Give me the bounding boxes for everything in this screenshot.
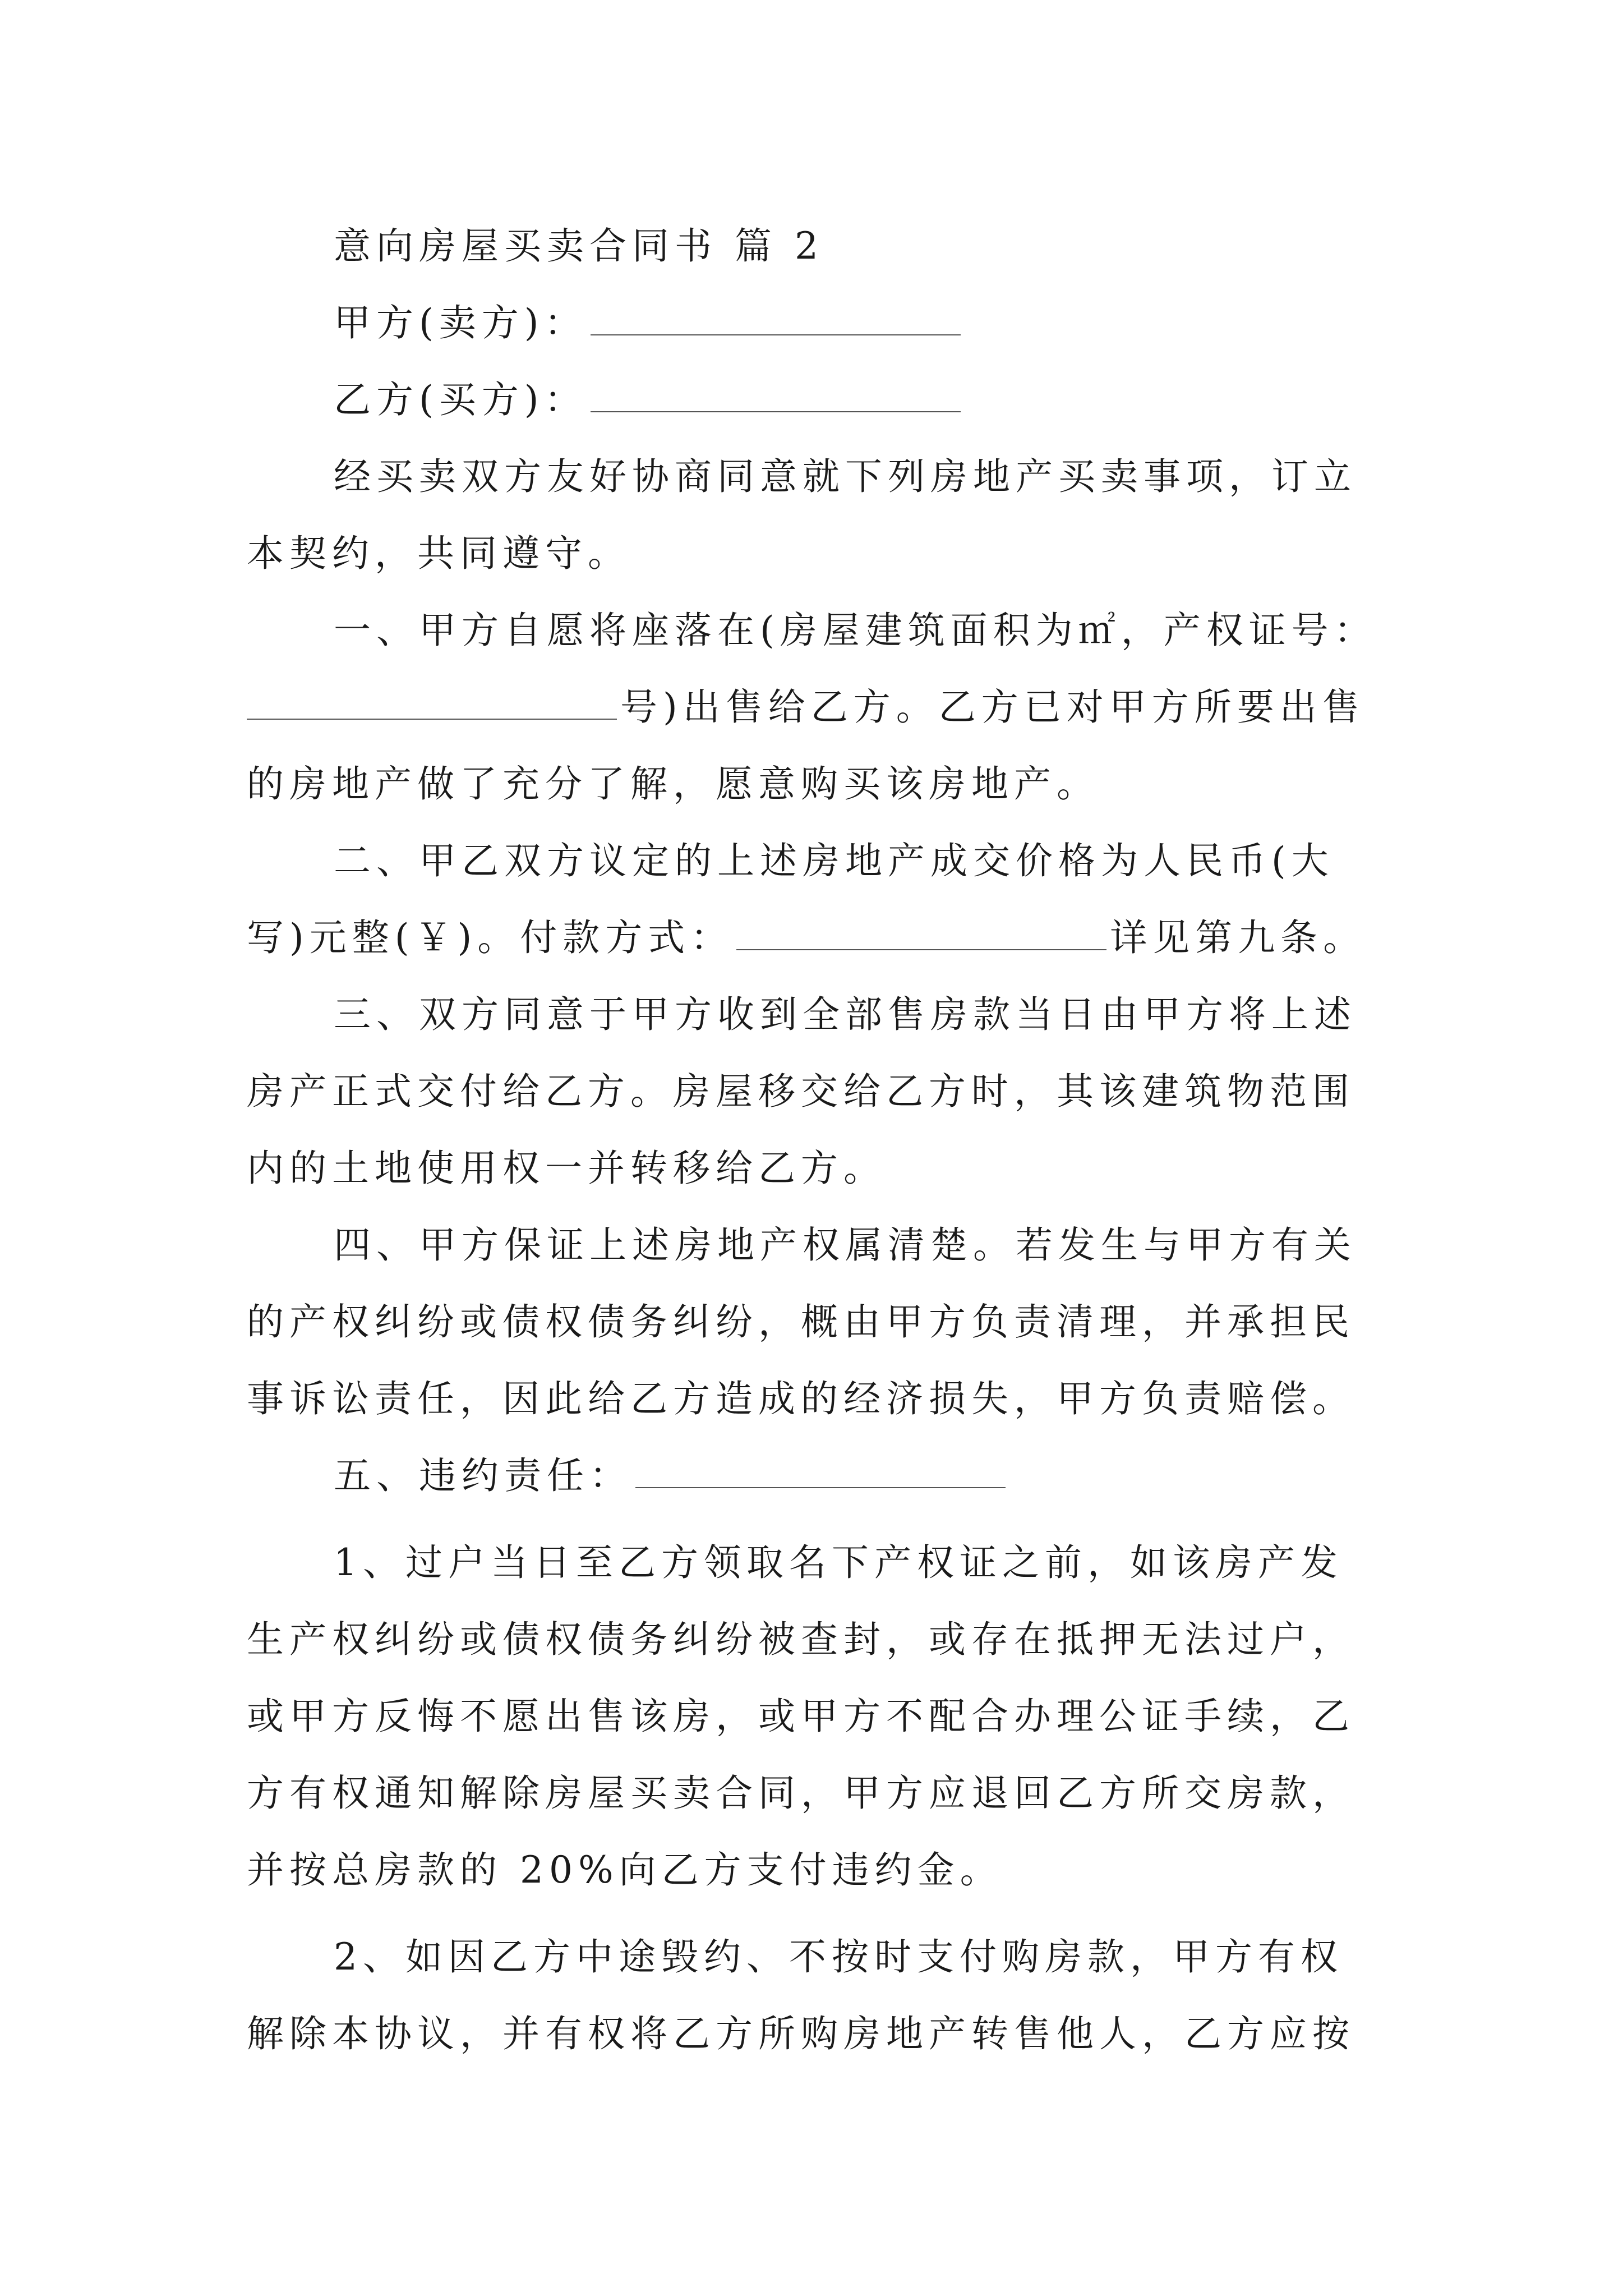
party-b-blank — [591, 380, 961, 412]
clause-3-line-2: 房产正式交付给乙方。房屋移交给乙方时，其该建筑物范围 — [247, 1070, 1355, 1113]
clause-1-line-3: 的房地产做了充分了解，愿意购买该房地产。 — [247, 762, 1099, 806]
payment-method-blank — [736, 918, 1106, 950]
clause-3-line-1: 三、双方同意于甲方收到全部售房款当日由甲方将上述 — [334, 993, 1357, 1036]
clause-5-line — [247, 1437, 1391, 1514]
clause-4-line-3: 事诉讼责任，因此给乙方造成的经济损失，甲方负责赔偿。 — [247, 1377, 1355, 1420]
clause-4-line-2: 的产权纠纷或债权债务纠纷，概由甲方负责清理，并承担民 — [247, 1300, 1355, 1343]
party-a-line — [247, 284, 1391, 361]
clause-2-line-1: 二、甲乙双方议定的上述房地产成交价格为人民币(大 — [334, 839, 1334, 882]
clause-3-line-3: 内的土地使用权一并转移给乙方。 — [247, 1147, 886, 1190]
document-title: 意向房屋买卖合同书 篇 2 — [334, 224, 824, 268]
liability-blank — [635, 1456, 1006, 1488]
clause-1-line-2 — [247, 669, 1391, 746]
clause-1-line-2-text: 号)出售给乙方。乙方已对甲方所要出售 — [620, 685, 1365, 729]
item-1-line-3: 或甲方反悔不愿出售该房，或甲方不配合办理公证手续，乙 — [247, 1695, 1355, 1738]
item-1-line-4: 方有权通知解除房屋买卖合同，甲方应退回乙方所交房款， — [247, 1772, 1355, 1815]
document-body — [247, 208, 1391, 2072]
clause-1-line-1: 一、甲方自愿将座落在(房屋建筑面积为㎡，产权证号： — [334, 609, 1377, 652]
clause-2-line-2 — [247, 899, 1391, 976]
item-1-line-2: 生产权纠纷或债权债务纠纷被查封，或存在抵押无法过户， — [247, 1618, 1355, 1661]
clause-2-line-2-text-a: 写)元整(￥)。付款方式： — [247, 916, 734, 959]
party-b-label: 乙方(买方)： — [334, 378, 587, 421]
item-1-line-1: 1、过户当日至乙方领取名下产权证之前，如该房产发 — [334, 1541, 1343, 1584]
party-b-line — [247, 361, 1391, 438]
clause-5-label: 五、违约责任： — [334, 1454, 632, 1497]
item-1-line-5: 并按总房款的 20%向乙方支付违约金。 — [247, 1848, 1003, 1892]
certificate-number-blank — [247, 687, 617, 720]
intro-line-2: 本契约，共同遵守。 — [247, 532, 630, 575]
item-2-line-1: 2、如因乙方中途毁约、不按时支付购房款，甲方有权 — [334, 1935, 1343, 1978]
intro-line-1: 经买卖双方友好协商同意就下列房地产买卖事项，订立 — [334, 455, 1357, 498]
clause-2-line-2-text-b: 详见第九条。 — [1110, 916, 1366, 959]
party-a-blank — [591, 303, 961, 335]
clause-4-line-1: 四、甲方保证上述房地产权属清楚。若发生与甲方有关 — [334, 1223, 1357, 1267]
party-a-label: 甲方(卖方)： — [334, 301, 587, 344]
item-2-line-2: 解除本协议，并有权将乙方所购房地产转售他人，乙方应按 — [247, 2012, 1355, 2055]
